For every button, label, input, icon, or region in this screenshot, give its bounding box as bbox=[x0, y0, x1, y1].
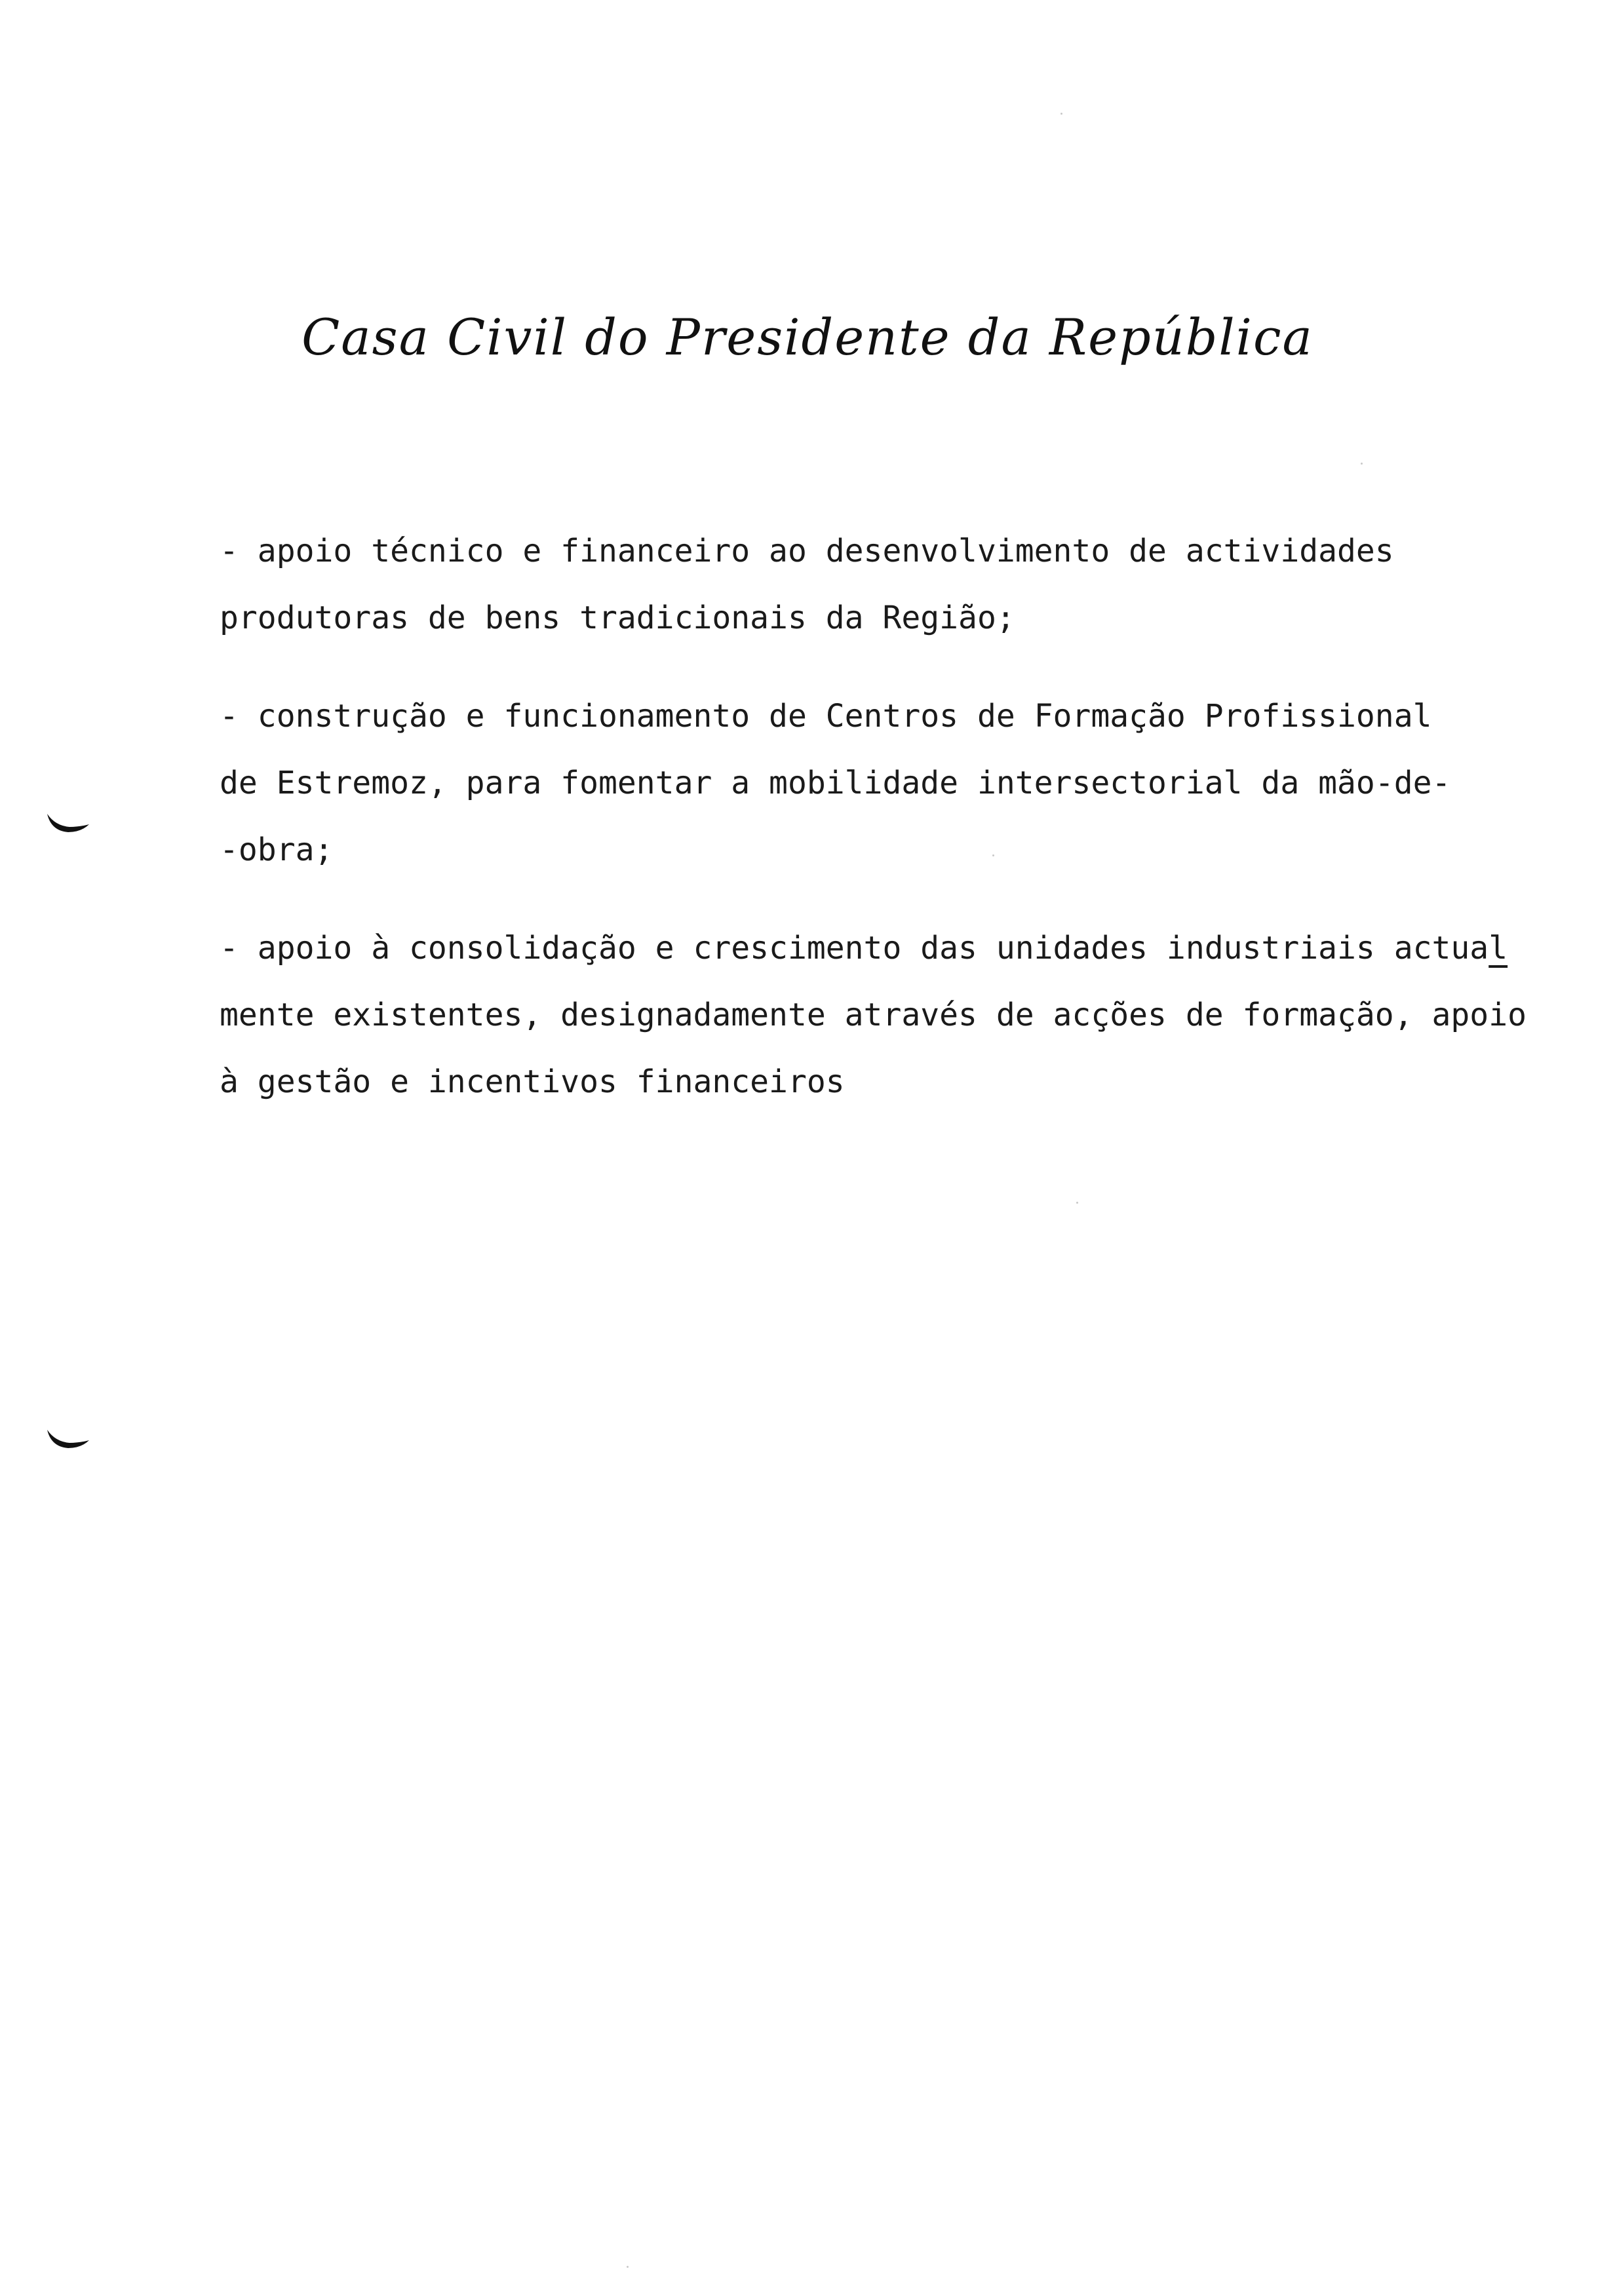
paper-speck bbox=[1361, 463, 1363, 465]
paper-speck bbox=[627, 2266, 629, 2268]
document-body bbox=[220, 518, 1570, 1115]
paragraph-spacer bbox=[220, 651, 1570, 683]
text-line: de Estremoz, para fomentar a mobilidade intersectorial da mão-de- bbox=[220, 765, 1451, 801]
punch-hole-arc-icon bbox=[45, 1427, 90, 1453]
text-line: produtoras de bens tradicionais da Região; bbox=[220, 600, 1015, 636]
paper-speck bbox=[1060, 113, 1062, 115]
punch-hole-arc-icon bbox=[45, 811, 90, 837]
paragraph-2 bbox=[220, 683, 1570, 883]
paper-speck bbox=[1076, 1202, 1078, 1204]
text-line: - construção e funcionamento de Centros de Formação Profissional bbox=[220, 698, 1432, 735]
paragraph-3 bbox=[220, 915, 1570, 1115]
paper-speck bbox=[992, 854, 994, 856]
text-line: -obra; bbox=[220, 832, 334, 868]
text-line: à gestão e incentivos financeiros bbox=[220, 1063, 845, 1100]
underlined-letter: l bbox=[1489, 930, 1508, 966]
text-line-with-underline bbox=[220, 915, 1570, 982]
text-line: mente existentes, designadamente através de acções de formação, apoio bbox=[220, 997, 1527, 1033]
paragraph-spacer bbox=[220, 883, 1570, 915]
paragraph-1 bbox=[220, 518, 1570, 651]
text-line: - apoio técnico e financeiro ao desenvolvimento de actividades bbox=[220, 533, 1394, 569]
letterhead-title: Casa Civil do Presidente da República bbox=[302, 308, 1313, 366]
text-line-main: - apoio à consolidação e crescimento das unidades industriais actua bbox=[220, 930, 1489, 966]
